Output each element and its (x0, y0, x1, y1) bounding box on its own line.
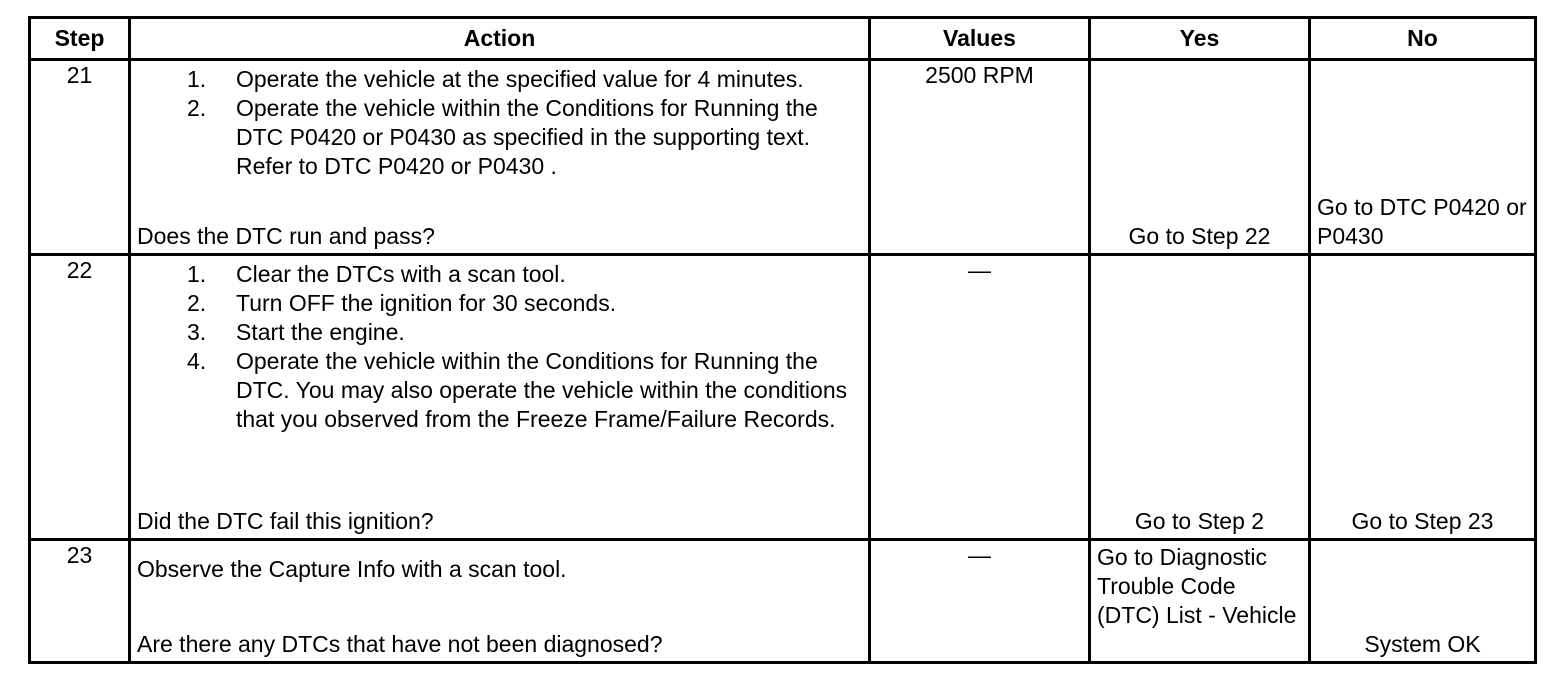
header-step: Step (31, 19, 131, 61)
diagnostic-table (28, 16, 1537, 664)
yes-link[interactable]: Go to Diagnostic Trouble Code (DTC) List - Vehicle (1097, 543, 1297, 628)
header-values: Values (871, 19, 1091, 61)
no-link[interactable]: Go to DTC P0420 or P0430 (1317, 194, 1527, 250)
action-cell (131, 256, 871, 540)
step-index: 4. (187, 348, 207, 375)
action-step (131, 260, 868, 289)
table-row (31, 256, 1534, 540)
no-cell (1311, 541, 1534, 661)
step-index: 2. (187, 95, 207, 121)
action-cell (131, 61, 871, 256)
yes-link[interactable]: Go to Step 22 (1128, 223, 1271, 250)
header-yes: Yes (1091, 19, 1311, 61)
action-steps (131, 256, 868, 434)
action-step (131, 65, 868, 94)
yes-link[interactable]: Go to Step 2 (1134, 507, 1265, 534)
step-index: 1. (187, 66, 207, 92)
step-text: Turn OFF the ignition for 30 seconds. (236, 290, 617, 317)
table-row (31, 541, 1534, 661)
value-cell: — (871, 541, 1091, 661)
step-index: 3. (187, 319, 207, 346)
step-index: 2. (187, 290, 207, 317)
step-text: Clear the DTCs with a scan tool. (236, 261, 566, 288)
step-text: Operate the vehicle within the Conditions for Running the DTC P0420 or P0430 as specified in the supporting text. Refer to DTC P0420 or P0430 . (236, 95, 818, 179)
yes-cell (1091, 256, 1311, 540)
no-link[interactable]: System OK (1364, 631, 1481, 657)
step-number: 21 (31, 61, 131, 256)
yes-cell (1091, 61, 1311, 256)
action-steps (131, 61, 868, 181)
header-no: No (1311, 19, 1534, 61)
value-cell: — (871, 256, 1091, 540)
action-question: Did the DTC fail this ignition? (137, 507, 434, 534)
header-action: Action (131, 19, 871, 61)
step-text: Operate the vehicle at the specified value for 4 minutes. (236, 66, 804, 92)
action-step (131, 347, 868, 434)
value-cell: 2500 RPM (871, 61, 1091, 256)
action-instruction: Observe the Capture Info with a scan tool. (137, 555, 567, 582)
table-row (31, 61, 1534, 256)
no-cell (1311, 256, 1534, 540)
action-step (131, 94, 868, 181)
no-link[interactable]: Go to Step 23 (1351, 507, 1494, 534)
action-question: Are there any DTCs that have not been diagnosed? (137, 631, 663, 657)
yes-cell (1091, 541, 1311, 661)
action-step (131, 318, 868, 347)
step-index: 1. (187, 261, 207, 288)
step-number: 23 (31, 541, 131, 661)
step-text: Start the engine. (236, 319, 405, 346)
step-number: 22 (31, 256, 131, 540)
action-step (131, 289, 868, 318)
table-header-row (31, 19, 1534, 61)
action-cell (131, 541, 871, 661)
no-cell (1311, 61, 1534, 256)
action-question: Does the DTC run and pass? (137, 223, 435, 250)
step-text: Operate the vehicle within the Conditions for Running the DTC. You may also operate the vehicle within the conditions that you observed from the Freeze Frame/Failure Records. (236, 348, 848, 433)
